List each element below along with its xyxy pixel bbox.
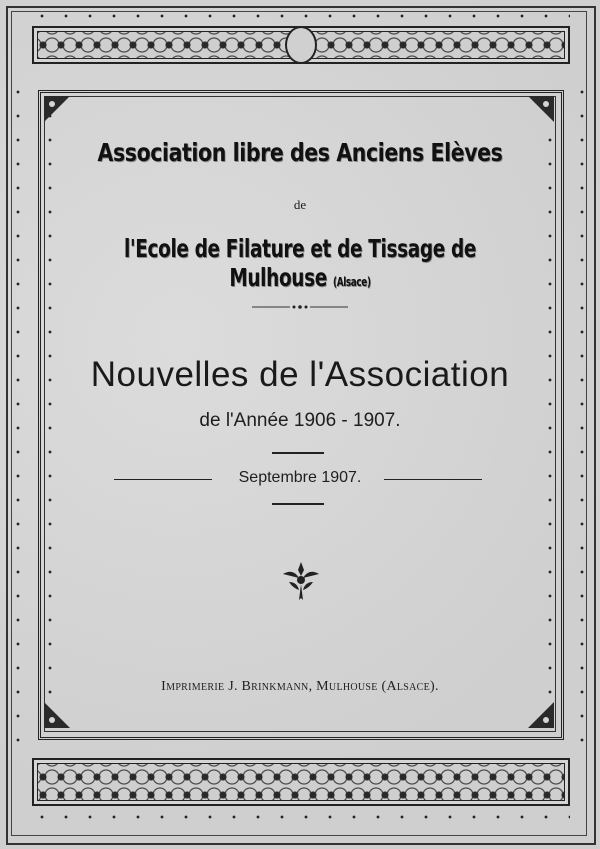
- corner-ornament-icon: [42, 94, 72, 124]
- corner-ornament-icon: [42, 700, 72, 730]
- year-line: de l'Année 1906 - 1907.: [199, 410, 401, 431]
- corner-ornament-icon: [526, 700, 556, 730]
- date-line: Septembre 1907.: [238, 469, 362, 486]
- top-dot-rail: [30, 14, 570, 18]
- school-name: l'Ecole de Filature et de Tissage de Mulhouse: [123, 234, 477, 292]
- publication-title: Nouvelles de l'Association: [90, 355, 510, 394]
- fleuron-icon: [279, 560, 323, 602]
- de-word: de: [293, 197, 307, 212]
- school-heading: [78, 234, 522, 292]
- printer-line: Imprimerie J. Brinkmann, Mulhouse (Alsace).: [161, 679, 439, 694]
- medallion-icon: [285, 26, 317, 64]
- bottom-ornament-band: [32, 758, 570, 806]
- top-ornament-band: [32, 26, 570, 64]
- bottom-dot-rail: [30, 815, 570, 819]
- date-rule-right: [384, 479, 482, 480]
- divider-ornament-icon: [252, 302, 348, 312]
- short-rule-upper: [272, 452, 324, 454]
- region-label: (Alsace): [332, 275, 371, 289]
- association-heading: Association libre des Anciens Elèves: [97, 138, 503, 167]
- short-rule-lower: [272, 503, 324, 505]
- corner-ornament-icon: [526, 94, 556, 124]
